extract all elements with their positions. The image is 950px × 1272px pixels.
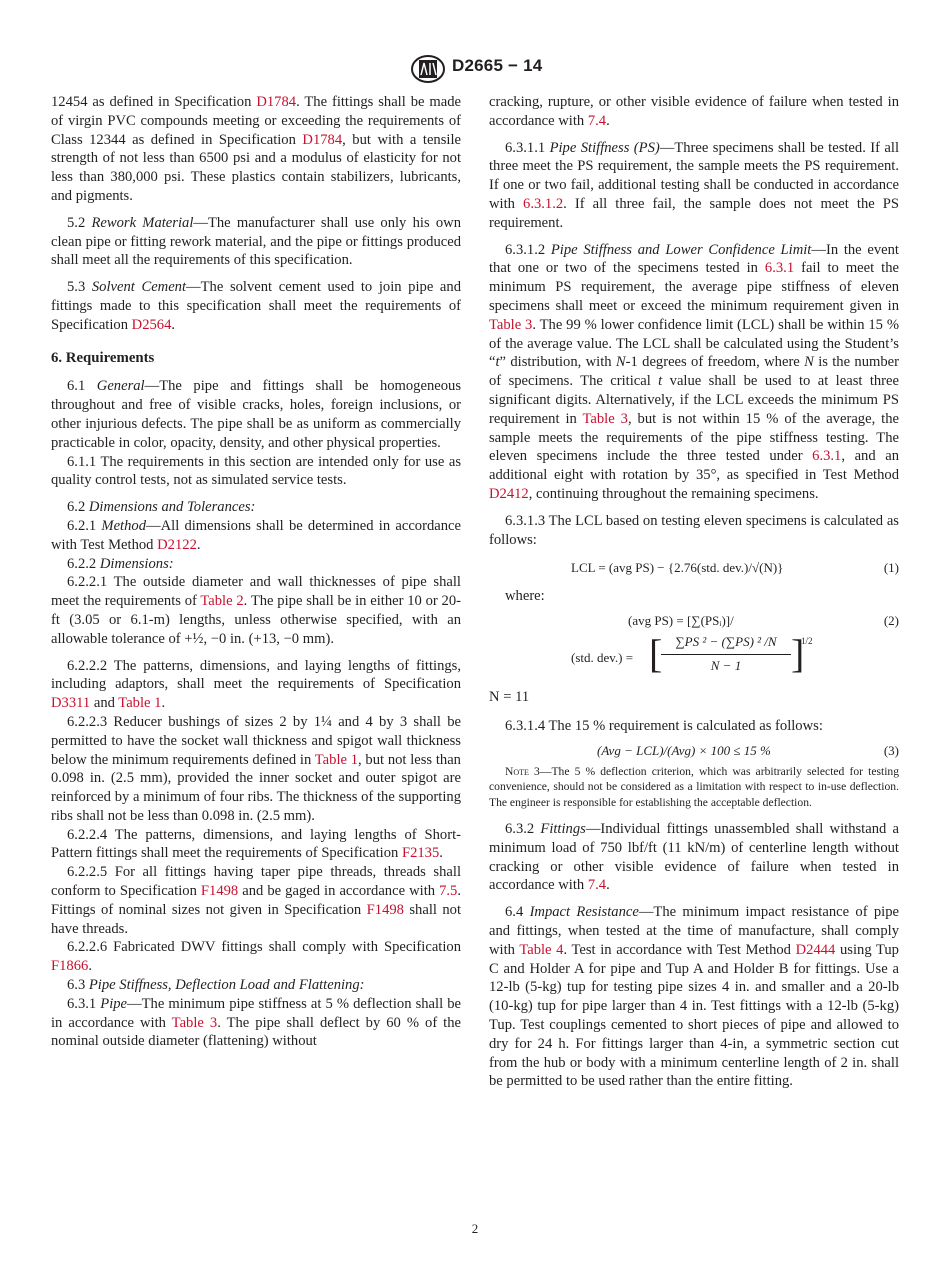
paragraph-6-1: 6.1 General—The pipe and fittings shall be homogeneous throughout and free of visible cracks, holes, foreign inclusions, or other injurious defects. The pipe shall be as uniform as commercially practicable in color, opacity, density, and other physical properties. [51,378,462,451]
paragraph-6-3-2: 6.3.2 Fittings—Individual fittings unassembled shall withstand a minimum load of 750 lbf/ft (11 kN/m) of centerline length without cracking or other visible evidence of failure when tested in accordance with 7.4. [489,820,899,894]
link-d2412[interactable]: D2412 [489,485,529,502]
link-table-1[interactable]: Table 1 [118,695,162,712]
paragraph-5-3: 5.3 Solvent Cement—The solvent cement used to join pipe and fittings made to this specification shall meet the requirements of Specification D2564. [51,279,462,333]
left-bracket: [ [649,631,663,677]
paragraph-6-2-2-3: 6.2.2.3 Reducer bushings of sizes 2 by 1¼ and 4 by 3 shall be permitted to have the socket wall thickness and spigot wall thickness below the minimum requirements defined in Table 1, but not less than 0.098 in. (2.5 mm), provided the inner socket and outer spigot are reinforced by a minimum of four ribs. The thickness of the supporting ribs shall not be less than 0.098 in. (2.5 mm). [51,713,461,824]
equation-std-dev-exponent: 1/2 [801,636,813,647]
paragraph-6-4: 6.4 Impact Resistance—The minimum impact resistance of pipe and fittings, when tested at the time of manufacture, shall comply with Table 4. Test in accordance with Test Method D2444 using Tup C and Holder A for pipe and Tup A and Holder B for fittings. Use a 12-lb (5-kg) tup for testing pipe sizes 4 in. and smaller and a 20-lb (10-kg) tup for pipe larger than 4 in. Test fittings with a 12-lb (5-kg) Tup. Test couplings cemented to short pieces of pipe and allowed to dry for 24 h. For fittings larger than 4-in, a symmetric section cut from the hub or body with a minimum centerline length of 2 in. shall be permitted to be used rather than the entire fitting. [489,904,899,1090]
right-bracket: ] [791,631,805,677]
equation-std-dev [489,632,899,684]
link-table-1-2[interactable]: Table 1 [314,751,359,768]
page-number: 2 [471,1221,479,1236]
equation-2-number: (2) [883,613,899,629]
link-7-5[interactable]: 7.5 [439,883,458,900]
astm-logo-icon [410,54,446,84]
paragraph-6-2-2-5: 6.2.2.5 For all fittings having taper pipe threads, threads shall conform to Specification F1498 and be gaged in accordance with 7.5. Fittings of nominal sizes not given in Specification F1498 shall not have threads. [51,864,461,937]
paragraph-5-2: 5.2 Rework Material—The manufacturer shall use only his own clean pipe or fitting rework material, and the pipe or fittings produced shall meet all the requirements of this specification. [51,214,461,269]
paragraph-6-2-2-2: 6.2.2.2 The patterns, dimensions, and laying lengths of fittings, including adaptors, shall meet the requirements of Specification D3311 and Table 1. [51,657,461,712]
equation-3 [489,740,899,760]
link-f2135[interactable]: F2135 [401,845,440,862]
fraction-numerator: ∑PS ² − (∑PS) ² /N [661,633,791,655]
link-d1784[interactable]: D1784 [256,94,297,110]
equation-1 [489,557,899,577]
link-f1498[interactable]: F1498 [200,883,239,900]
link-6-3-1-r2[interactable]: 6.3.1 [812,448,842,465]
note-3-label: Note 3 [505,764,540,778]
n-equals-11: N = 11 [489,689,530,706]
equation-std-dev-lhs: (std. dev.) = [571,650,634,666]
paragraph-6-3-1-1: 6.3.1.1 Pipe Stiffness (PS)—Three specimens shall be tested. If all three meet the PS requirement, the sample meets the PS requirement. If one or two fail, additional testing shall be conducted in accordance with 6.3.1.2. If all three fail, the sample does not meet the PS requirement. [489,139,900,231]
paragraph-6-3-1: 6.3.1 Pipe—The minimum pipe stiffness at 5 % deflection shall be in accordance with Table 3. The pipe shall deflect by 60 % of the nominal outside diameter (flattening) without [51,995,462,1050]
link-7-4[interactable]: 7.4 [587,112,607,129]
link-d2564[interactable]: D2564 [131,316,172,333]
paragraph-6-3-1-4: 6.3.1.4 The 15 % requirement is calculated as follows: [505,717,823,734]
link-table-3-r[interactable]: Table 3 [489,316,533,333]
link-d2444[interactable]: D2444 [795,941,836,958]
page-header [0,52,950,86]
link-table-3[interactable]: Table 3 [171,1014,218,1031]
paragraph-6-2-2: 6.2.2 Dimensions: [67,555,174,572]
paragraph-6-2: 6.2 Dimensions and Tolerances: [67,499,256,516]
link-f1866[interactable]: F1866 [51,958,89,975]
link-f1498-2[interactable]: F1498 [366,901,404,918]
paragraph-5-1-cont: 12454 as defined in Specification D1784. The fittings shall be made of virgin PVC compounds meeting or exceeding the requirements of Class 12344 as defined in Specification D1784, but with a tensile strength of not less than 6500 psi and a modulus of elasticity for not less than 380,000 psi. These plastics contain stabilizers, lubricants, and pigments. [51,94,461,204]
document-designation: D2665 − 14 [452,56,543,75]
right-column [489,93,899,1091]
paragraph-6-3-1-3: 6.3.1.3 The LCL based on testing eleven specimens is calculated as follows: [489,512,899,548]
fraction-denominator: N − 1 [710,657,742,673]
link-d2122[interactable]: D2122 [157,536,197,553]
paragraph-6-2-2-6: 6.2.2.6 Fabricated DWV fittings shall comply with Specification F1866. [51,939,461,975]
equation-1-body: LCL = (avg PS) − {2.76(std. dev.)/√(N)} [571,560,784,576]
section-heading-6: 6. Requirements [51,349,155,366]
link-d1784-2[interactable]: D1784 [302,131,343,148]
paragraph-6-3: 6.3 Pipe Stiffness, Deflection Load and Flattening: [67,977,365,994]
link-table-4[interactable]: Table 4 [519,941,564,958]
equation-2-body: (avg PS) = [∑(PSᵢ)]/ [628,613,734,629]
link-6-3-1[interactable]: 6.3.1 [764,260,795,277]
link-6-3-1-2[interactable]: 6.3.1.2 [523,195,564,212]
equation-2 [489,610,899,632]
paragraph-6-2-2-4: 6.2.2.4 The patterns, dimensions, and laying lengths of Short-Pattern fittings shall meet the requirements of Specification F2135. [51,826,461,862]
left-column [51,93,461,1051]
link-d3311[interactable]: D3311 [51,695,91,712]
equation-3-number: (3) [883,742,899,758]
link-7-4-2[interactable]: 7.4 [587,877,607,894]
equation-std-dev-fraction [661,633,791,676]
paragraph-6-2-1: 6.2.1 Method—All dimensions shall be determined in accordance with Test Method D2122. [51,517,461,553]
equation-1-number: (1) [883,560,899,576]
where-label: where: [505,588,545,605]
paragraph-6-2-2-1: 6.2.2.1 The outside diameter and wall thicknesses of pipe shall meet the requirements of Table 2. The pipe shall be in either 10 or 20-ft (3.05 or 6.1-m) lengths, unless otherwise specified, with an allowable tolerance of +½, −0 in. (+13, −0 mm). [51,574,461,647]
paragraph-6-3-1-2: 6.3.1.2 Pipe Stiffness and Lower Confidence Limit—In the event that one or two of the specimens tested in 6.3.1 fail to meet the minimum PS requirement, the average pipe stiffness of eleven specimens shall meet or exceed the minimum requirement given in Table 3. The 99 % lower confidence limit (LCL) shall be within 15 % of the average value. The LCL shall be calculated using the Student’s “t” distribution, with N-1 degrees of freedom, where N is the number of specimens. The critical t value shall be used to at least three significant digits. Alternatively, if the LCL exceeds the minimum PS requirement in Table 3, but is not within 15 % of the average, the sample meets the requirements of the pipe stiffness testing. The eleven specimens include the three tested under 6.3.1, and an additional eight with rotation by 35°, as specified in Test Method D2412, continuing throughout the remaining specimens. [489,241,899,502]
note-3: Note 3—The 5 % deflection criterion, which was arbitrarily selected for testing convenience, should not be considered as a limitation with respect to in-use deflection. The engineer is responsible for establishing the acceptable deflection. [489,764,900,809]
link-table-3-r2[interactable]: Table 3 [582,410,628,427]
paragraph-6-3-1-cont: cracking, rupture, or other visible evidence of failure when tested in accordance with 7.4. [489,94,899,129]
link-table-2[interactable]: Table 2 [200,593,244,610]
paragraph-6-1-1: 6.1.1 The requirements in this section are intended only for use as quality control tests, not as simulated service tests. [51,453,461,489]
equation-3-body: (Avg − LCL)/(Avg) × 100 ≤ 15 % [597,742,771,758]
